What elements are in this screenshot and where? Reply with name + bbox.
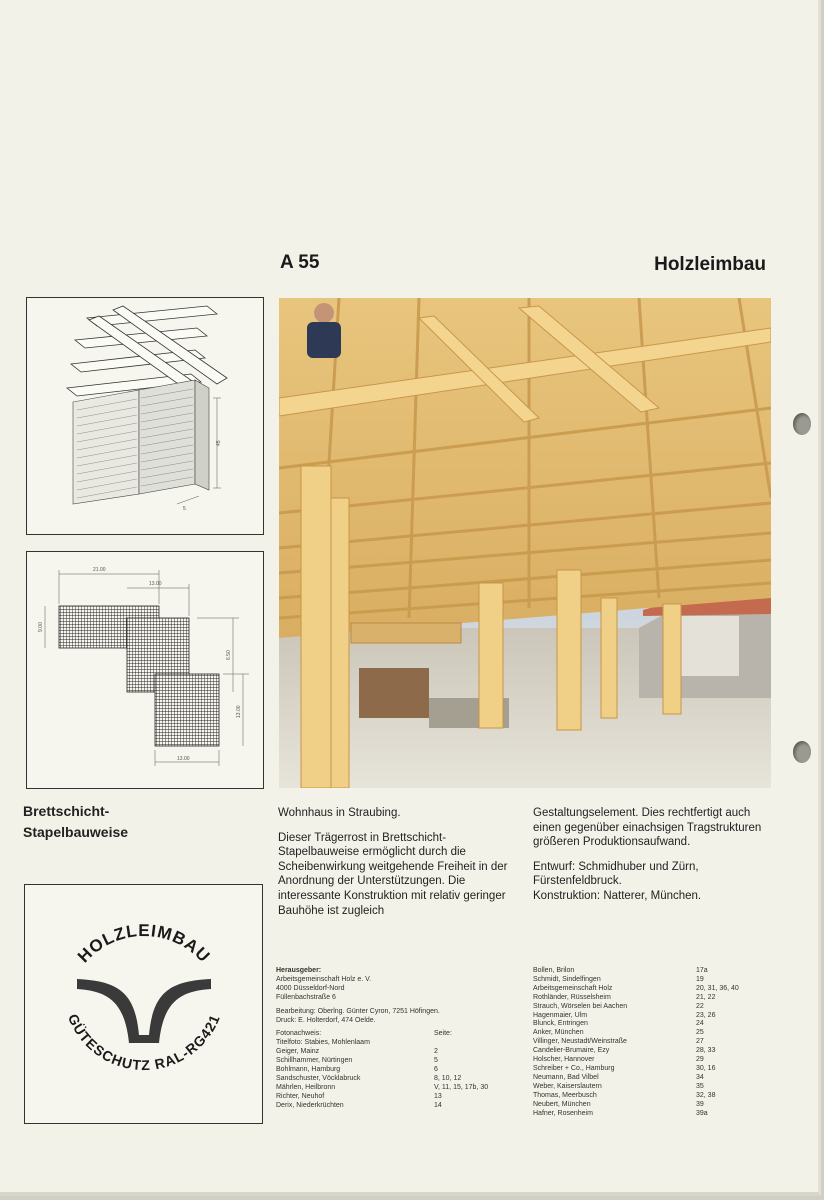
seal-bottom-text: GÜTESCHUTZ RAL-RG421 xyxy=(64,1011,223,1074)
quality-seal-box xyxy=(24,884,263,1124)
dim-right1: 6.50 xyxy=(226,650,232,660)
grid-plan-diagram xyxy=(26,551,264,789)
credits-left: Herausgeber: Arbeitsgemeinschaft Holz e. V. 4000 Düsseldorf-Nord Füllenbachstraße 6 Bearbeitung: Oberlng. Günter Cyron, 7251 Höfingen. Druck: E. Holterdorf, 474 Oelde. Fotonachweis: Seite: Titelfoto: Stabies, Mohlenlaam Geiger, Mainz 2 Schillhammer, Nürtingen 5 Bohlmann, Hamburg 6 Sandschuster, Vöcklabruck 8, 10, 12 Mährlen, Heilbronn V, 11, 15, 17b, 30 Richter, Neuhof 13 Derix, Niederkrüchten 14 xyxy=(276,967,489,1109)
dim-bottom: 13.00 xyxy=(177,756,190,762)
text-column-1 xyxy=(278,806,518,928)
dim-left: 9.00 xyxy=(38,622,44,632)
seal-top-text: HOLZLEIMBAU xyxy=(73,920,215,967)
diagram-caption: Brettschicht- Stapelbauweise xyxy=(23,803,129,840)
holzleimbau-seal-logo xyxy=(25,885,262,1123)
text-column-2 xyxy=(533,806,769,904)
page-code: A 55 xyxy=(280,252,320,273)
dim-right2: 13.00 xyxy=(236,705,242,718)
body-text-1: Dieser Trägerrost in Brettschicht-Stapelbauweise ermöglicht durch die Scheibenwirkung weitgehende Freiheit in der Anordnung der Unterstützungen. Die interessante Konstruktion mit relativ geringer Bauhöhe ist zugleich xyxy=(278,831,508,917)
grid-plan-drawing xyxy=(27,552,263,788)
svg-text:HOLZLEIMBAU xyxy=(74,921,214,966)
building-photo xyxy=(279,298,771,788)
dim-top1: 21.00 xyxy=(93,567,106,573)
credits-right: Bollen, Brilon 17a Schmidt, Sindelfingen 19 Arbeitsgemeinschaft Holz 20, 31, 36, 40 Rothländer, Rüsselsheim 21, 22 Strauch, Wörselen bei Aachen 22 Hagenmaier, Ulm 23, 26 Blunck, Entringen 24 Anker, München 25 Villinger, Neustadt/Weinstraße 27 Candelier-Brumaire, Ezy 28, 33 Holscher, Hannover 29 Schreiber + Co., Hamburg 30, 16 Neumann, Bad Vilbel 34 Weber, Kaiserslautern 35 Thomas, Meerbusch 32, 38 Neubert, München 39 Hafner, Rosenheim 39a xyxy=(533,967,739,1117)
page-category: Holzleimbau xyxy=(654,254,766,275)
photo-title: Wohnhaus in Straubing. xyxy=(278,807,401,819)
isometric-beam-drawing xyxy=(27,298,263,534)
glulam-beam-icon xyxy=(77,979,211,1043)
dim-top2: 13.00 xyxy=(149,581,162,587)
punch-hole xyxy=(793,741,811,763)
construction-credit: Konstruktion: Natterer, München. xyxy=(533,889,702,902)
timber-grid-ceiling-illustration xyxy=(279,298,771,788)
dim-height-label: 45 xyxy=(216,440,222,446)
isometric-diagram xyxy=(26,297,264,535)
dim-width-label: 5 xyxy=(183,506,186,512)
design-credit: Entwurf: Schmidhuber und Zürn, Fürstenfeldbruck. xyxy=(533,860,699,888)
body-text-2: Gestaltungselement. Dies rechtfertigt auch einen gegenüber einachsigen Tragstrukturen größeren Produktionsaufwand. xyxy=(533,807,762,849)
punch-hole xyxy=(793,413,811,435)
